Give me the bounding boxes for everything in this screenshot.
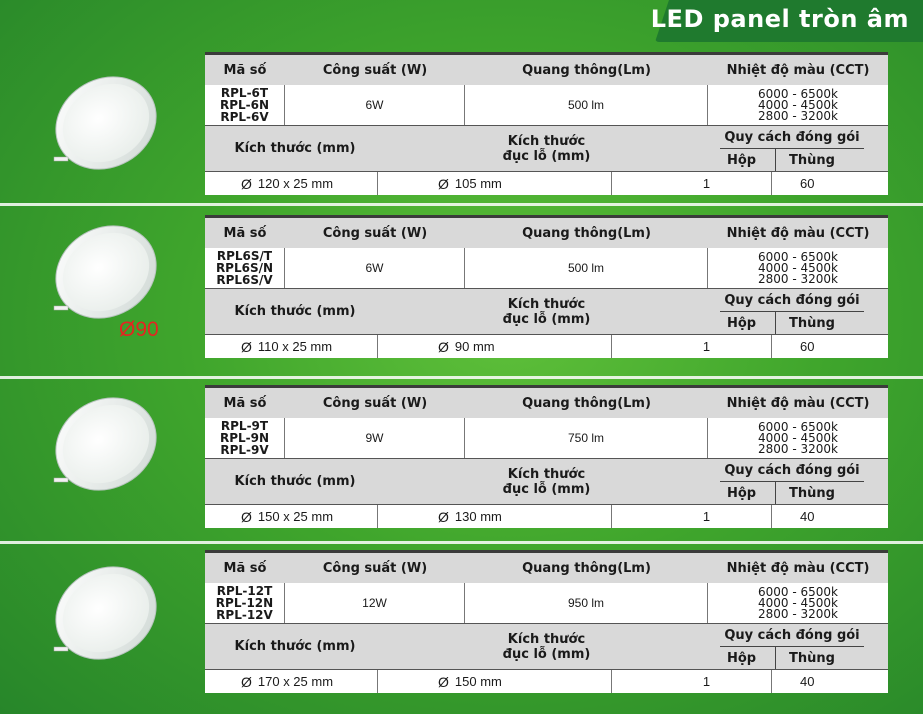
product-image: [48, 75, 160, 175]
code-header: Mã số: [223, 395, 267, 411]
product-code: RPL-12T: [216, 584, 273, 598]
product-table: [205, 385, 888, 528]
cutout-header-line1: Kích thước: [507, 466, 586, 482]
power-value: 6W: [285, 248, 465, 288]
cct-value: 6000 - 6500k: [758, 419, 838, 434]
product-table: [205, 52, 888, 195]
box-value: 1: [612, 172, 772, 195]
table-subheader-row: [205, 125, 888, 171]
box-header: Hộp: [708, 482, 776, 504]
code-header: Mã số: [223, 62, 267, 78]
table-row: [205, 504, 888, 528]
cct-value: 4000 - 4500k: [758, 430, 838, 445]
power-value: 9W: [285, 418, 465, 458]
cct-value: 2800 - 3200k: [758, 108, 838, 123]
cct-value: 4000 - 4500k: [758, 595, 838, 610]
box-header: Hộp: [708, 647, 776, 669]
packing-header: [708, 126, 888, 171]
diameter-icon: Ø: [438, 673, 449, 690]
lumen-value: 750 lm: [465, 418, 708, 458]
section-divider: [0, 376, 923, 379]
box-header: Hộp: [708, 149, 776, 171]
table-header-row: [205, 550, 888, 583]
size-header: Kích thước (mm): [234, 304, 356, 319]
code-header: Mã số: [223, 225, 267, 241]
product-image: [48, 396, 160, 496]
table-row: [205, 85, 888, 125]
lumen-header: Quang thông(Lm): [522, 225, 651, 241]
table-row: [205, 418, 888, 458]
diameter-icon: Ø: [438, 175, 449, 192]
cct-header: Nhiệt độ màu (CCT): [726, 560, 870, 576]
power-header: Công suất (W): [322, 395, 428, 411]
carton-header: Thùng: [789, 650, 835, 666]
product-image: [48, 565, 160, 665]
lumen-header: Quang thông(Lm): [522, 395, 651, 411]
product-code: RPL-6V: [220, 110, 269, 124]
cct-header: Nhiệt độ màu (CCT): [726, 225, 870, 241]
product-table: [205, 550, 888, 693]
cct-value: 4000 - 4500k: [758, 97, 838, 112]
cutout-header-line1: Kích thước: [507, 133, 586, 149]
cutout-header: [385, 459, 708, 504]
diameter-icon: Ø: [438, 508, 449, 525]
size-value: 110 x 25 mm: [257, 339, 333, 354]
cct-value: 2800 - 3200k: [758, 606, 838, 621]
cct-header: Nhiệt độ màu (CCT): [726, 395, 870, 411]
size-cell: [205, 505, 378, 528]
cct-header: Nhiệt độ màu (CCT): [726, 62, 870, 78]
size-cell: [205, 335, 378, 358]
led-panel-image: [48, 224, 160, 324]
carton-header: Thùng: [789, 315, 835, 331]
product-code: RPL-9N: [219, 431, 270, 445]
power-value: 12W: [285, 583, 465, 623]
lumen-header: Quang thông(Lm): [522, 560, 651, 576]
box-header: Hộp: [708, 312, 776, 334]
size-cell: [205, 172, 378, 195]
cutout-header: [385, 624, 708, 669]
packing-header: [708, 624, 888, 669]
packing-title: Quy cách đóng gói: [720, 624, 864, 647]
lumen-value: 500 lm: [465, 85, 708, 125]
diameter-icon: Ø: [241, 508, 252, 525]
size-value: 150 x 25 mm: [257, 509, 334, 524]
box-value: 1: [612, 505, 772, 528]
diameter-icon: Ø: [241, 673, 252, 690]
cutout-cell: [378, 505, 612, 528]
product-code: RPL-9V: [220, 443, 269, 457]
carton-value: 40: [800, 674, 815, 689]
product-code: RPL-12N: [215, 596, 274, 610]
cutout-header-line2: đục lỗ (mm): [502, 311, 591, 327]
lumen-header: Quang thông(Lm): [522, 62, 651, 78]
cct-value: 6000 - 6500k: [758, 584, 838, 599]
cutout-cell: [378, 670, 612, 693]
size-value: 170 x 25 mm: [257, 674, 334, 689]
box-value: 1: [612, 670, 772, 693]
packing-header: [708, 289, 888, 334]
size-header: Kích thước (mm): [234, 474, 356, 489]
cutout-value: 130 mm: [454, 509, 502, 524]
table-header-row: [205, 385, 888, 418]
power-header: Công suất (W): [322, 62, 428, 78]
product-codes: [205, 85, 285, 125]
cutout-header: [385, 289, 708, 334]
cutout-header-line1: Kích thước: [507, 296, 586, 312]
led-panel-image: [48, 396, 160, 496]
cct-values: [708, 248, 888, 288]
cct-value: 2800 - 3200k: [758, 441, 838, 456]
product-code: RPL6S/T: [216, 249, 273, 263]
size-header: Kích thước (mm): [234, 141, 356, 156]
table-subheader-row: [205, 458, 888, 504]
cutout-header-line2: đục lỗ (mm): [502, 481, 591, 497]
cct-values: [708, 583, 888, 623]
product-codes: [205, 248, 285, 288]
carton-value: 40: [800, 509, 815, 524]
table-row: [205, 334, 888, 358]
product-image: [48, 224, 160, 324]
cutout-value: 105 mm: [454, 176, 502, 191]
table-header-row: [205, 215, 888, 248]
cct-values: [708, 85, 888, 125]
packing-header: [708, 459, 888, 504]
table-header-row: [205, 52, 888, 85]
product-code: RPL-6T: [220, 86, 269, 100]
cct-value: 6000 - 6500k: [758, 86, 838, 101]
cutout-cell: [378, 172, 612, 195]
table-subheader-row: [205, 288, 888, 334]
packing-title: Quy cách đóng gói: [720, 459, 864, 482]
power-value: 6W: [285, 85, 465, 125]
product-codes: [205, 583, 285, 623]
cutout-value: 150 mm: [454, 674, 502, 689]
cutout-cell: [378, 335, 612, 358]
led-panel-image: [48, 565, 160, 665]
cutout-header-line1: Kích thước: [507, 631, 586, 647]
size-cell: [205, 670, 378, 693]
cutout-header-line2: đục lỗ (mm): [502, 148, 591, 164]
size-value: 120 x 25 mm: [257, 176, 334, 191]
cutout-header-line2: đục lỗ (mm): [502, 646, 591, 662]
table-row: [205, 583, 888, 623]
diameter-icon: Ø: [241, 338, 252, 355]
lumen-value: 500 lm: [465, 248, 708, 288]
section-divider: [0, 203, 923, 206]
cct-value: 4000 - 4500k: [758, 260, 838, 275]
code-header: Mã số: [223, 560, 267, 576]
product-code: RPL-12V: [216, 608, 273, 622]
power-header: Công suất (W): [322, 560, 428, 576]
diameter-icon: Ø: [241, 175, 252, 192]
product-code: RPL6S/N: [215, 261, 274, 275]
lumen-value: 950 lm: [465, 583, 708, 623]
power-header: Công suất (W): [322, 225, 428, 241]
cutout-value: 90 mm: [454, 339, 495, 354]
diameter-icon: Ø: [438, 338, 449, 355]
carton-header: Thùng: [789, 152, 835, 168]
packing-title: Quy cách đóng gói: [720, 289, 864, 312]
table-subheader-row: [205, 623, 888, 669]
cutout-header: [385, 126, 708, 171]
product-code: RPL6S/V: [216, 273, 273, 287]
led-panel-image: [48, 75, 160, 175]
box-value: 1: [612, 335, 772, 358]
cutout-diameter-label: Ø90: [119, 318, 159, 341]
carton-value: 60: [800, 176, 815, 191]
product-table: [205, 215, 888, 358]
table-row: [205, 669, 888, 693]
size-header: Kích thước (mm): [234, 639, 356, 654]
section-divider: [0, 541, 923, 544]
product-code: RPL-9T: [220, 419, 269, 433]
cct-value: 2800 - 3200k: [758, 271, 838, 286]
table-row: [205, 248, 888, 288]
table-row: [205, 171, 888, 195]
cct-values: [708, 418, 888, 458]
carton-header: Thùng: [789, 485, 835, 501]
page-title: LED panel tròn âm: [650, 5, 909, 33]
product-code: RPL-6N: [219, 98, 270, 112]
packing-title: Quy cách đóng gói: [720, 126, 864, 149]
product-codes: [205, 418, 285, 458]
cct-value: 6000 - 6500k: [758, 249, 838, 264]
carton-value: 60: [800, 339, 815, 354]
